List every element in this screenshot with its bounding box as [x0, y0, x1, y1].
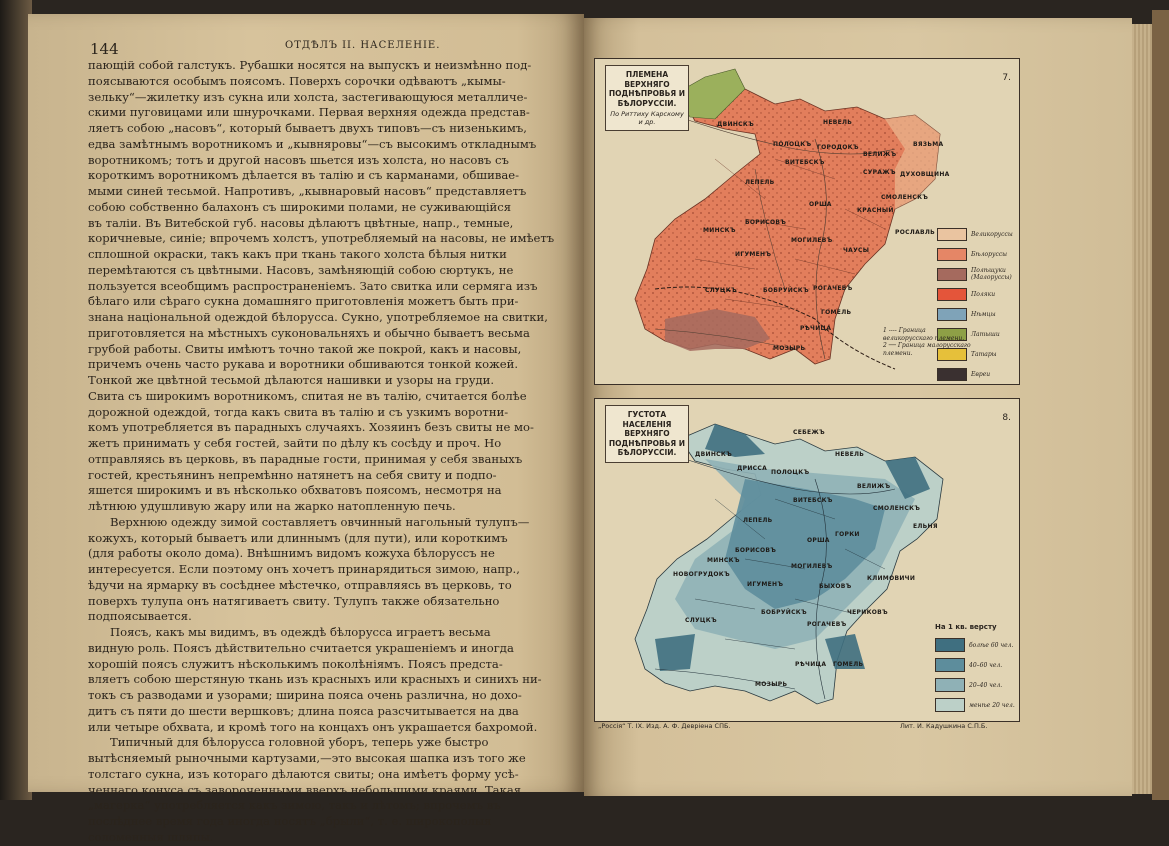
legend-row: [935, 695, 1017, 715]
legend-row: [935, 655, 1017, 675]
text-line: ѣдучи на ярмарку въ сосѣднее мѣстечко, отправляясь въ церковь, то: [88, 577, 512, 592]
legend-swatch: [937, 308, 967, 321]
city-label: ПОЛОЦКЪ: [773, 141, 812, 148]
city-label: ВИТЕБСКЪ: [785, 159, 825, 166]
city-label: НОВОГРУДОКЪ: [673, 571, 730, 578]
text-line: собою собственно балахонъ съ широкими полами, не суживающійся: [88, 199, 512, 214]
text-line: сплошной окраски, такъ какъ при ткань такого холста бѣлыя нитки: [88, 247, 507, 261]
city-label: ДРИССА: [737, 465, 768, 472]
city-label: ИГУМЕНЪ: [747, 581, 784, 588]
legend-row: [935, 635, 1017, 655]
legend-swatch: [937, 368, 967, 381]
legend-label: Нѣмцы: [971, 310, 996, 318]
line-legend-2: 2 ── Граница малорусскаго племени.: [883, 342, 971, 357]
city-label: МИНСКЪ: [703, 227, 736, 234]
book-cover-edge: [1152, 10, 1169, 800]
page-number: 144: [90, 40, 119, 58]
city-label: МОГИЛЕВЪ: [791, 237, 833, 244]
text-line: мыми синей тесьмой. Напротивъ, „кывнаровый насовъ“ представляетъ: [88, 184, 527, 198]
city-label: ГОРОДОКЪ: [817, 144, 859, 151]
text-line: „магерка“ употребляется какъ зимою, такъ и лѣтомъ; впрочемъ въ: [88, 798, 501, 813]
legend-swatch: [937, 248, 967, 261]
text-line: или четыре обхвата, и кромѣ того на концахъ онъ украшается бахромой.: [88, 719, 538, 734]
city-label: МОЗЫРЬ: [755, 681, 788, 688]
city-label: РОСЛАВЛЬ: [895, 229, 936, 236]
city-label: ВЕЛИЖЪ: [863, 151, 897, 158]
text-line: жетъ принимать у себя гостей, зайти по дѣлу къ сосѣду и проч. Но: [88, 436, 502, 450]
city-label: БОБРУЙСКЪ: [761, 609, 807, 616]
density-map-title: [605, 405, 689, 463]
text-line: гостей, крестьянинъ непремѣнно натянетъ на себя свиту и подпо-: [88, 467, 497, 482]
density-map-title-text: ГУСТОТА НАСЕЛЕНІЯ ВЕРХНЯГО ПОДНѢПРОВЬЯ И БѢЛОРУССІИ.: [608, 410, 686, 457]
text-line: Поясъ, какъ мы видимъ, въ одеждѣ бѣлорусса играетъ весьма: [110, 625, 491, 639]
city-label: МОЗЫРЬ: [773, 345, 806, 352]
city-label: СЛУЦКЪ: [705, 287, 737, 294]
city-label: СМОЛЕНСКЪ: [881, 194, 929, 201]
city-label: НЕВЕЛЬ: [823, 119, 853, 126]
text-line: Типичный для бѣлорусса головной уборъ, теперь уже быстро: [110, 735, 489, 750]
legend-label: менѣе 20 чел.: [969, 701, 1015, 709]
tribes-map-number: 7.: [1002, 73, 1011, 83]
text-line: бѣлаго или сѣраго сукна домашняго приготовленія можетъ быть при-: [88, 294, 519, 309]
city-label: ДВИНСКЪ: [717, 121, 755, 128]
legend-label: Латыши: [971, 330, 1000, 338]
text-line: Тонкой же цвѣтной тесьмой дѣлаются нашивки и узоры на груди.: [88, 373, 495, 387]
city-label: МОГИЛЕВЪ: [791, 563, 833, 570]
text-line: вытѣсняемый рыночными картузами,—это высокая шапка изъ того же: [88, 751, 526, 765]
text-line: короткимъ воротникомъ дѣлается въ талію и съ карманами, обшивае-: [88, 168, 520, 183]
city-label: СУРАЖЪ: [863, 169, 896, 176]
body-text: [88, 58, 558, 844]
city-label: ИГУМЕНЪ: [735, 251, 772, 258]
text-line: видную роль. Поясъ дѣйствительно считается украшеніемъ и иногда: [88, 640, 514, 655]
city-label: ОРША: [809, 201, 832, 208]
city-label: ЕЛЬНЯ: [913, 523, 938, 530]
city-label: МИНСКЪ: [707, 557, 740, 564]
tribes-legend: [937, 224, 1017, 384]
city-label: БОРИСОВЪ: [735, 547, 777, 554]
legend-row: [937, 224, 1017, 244]
legend-row: [937, 304, 1017, 324]
city-label: БЫХОВЪ: [819, 583, 852, 590]
text-line: Верхнюю одежду зимой составляетъ овчинный нагольный тулупъ—: [110, 514, 530, 529]
imprint-right: Лит. И. Кадушкина С.П.Б.: [900, 722, 988, 730]
text-line: ляетъ собою „насовъ“, который бываетъ двухъ типовъ—съ низенькимъ,: [88, 121, 527, 135]
text-line: соломенныя шляпы.: [88, 829, 214, 844]
legend-label: Великоруссы: [971, 230, 1013, 238]
city-label: РѢЧИЦА: [795, 661, 827, 668]
legend-label: 40–60 чел.: [969, 661, 1003, 669]
legend-swatch: [937, 288, 967, 301]
text-line: кожухъ, который бываетъ или длиннымъ (для пути), или короткимъ: [88, 530, 508, 545]
running-head: ОТДѢЛЪ II. НАСЕЛЕНІЕ.: [285, 40, 441, 51]
text-line: отправляясь въ церковь, въ парадные гости, принимая у себя званыхъ: [88, 451, 523, 466]
city-label: ЛЕПЕЛЬ: [745, 179, 775, 186]
tribes-map: [594, 58, 1020, 385]
legend-label: Евреи: [971, 370, 991, 378]
city-label: ВИТЕБСКЪ: [793, 497, 833, 504]
text-line: интересуется. Если поэтому онъ хочетъ принарядиться зимою, напр.,: [88, 562, 520, 576]
city-label: ДВИНСКЪ: [695, 451, 733, 458]
city-label: ЧАУСЫ: [843, 247, 870, 254]
text-line: вляетъ собою шерстяную ткань изъ красныхъ или красныхъ и синихъ ни-: [88, 672, 542, 687]
legend-swatch: [935, 638, 965, 652]
city-label: ВЕЛИЖЪ: [857, 483, 891, 490]
text-line: въ таліи. Въ Витебской губ. насовы дѣлаютъ цвѣтные, напр., темные,: [88, 215, 514, 230]
city-label: СЕБЕЖЪ: [793, 429, 825, 436]
text-line: комъ употребляется въ парадныхъ случаяхъ. Хозяинъ безъ свиты не мо-: [88, 420, 534, 435]
legend-row: [937, 244, 1017, 264]
legend-label: Поляки: [971, 290, 996, 298]
legend-label: 20–40 чел.: [969, 681, 1003, 689]
line-legend-1: 1 ---- Граница великорусскаго племени.: [883, 327, 965, 342]
text-line: дитъ съ пяти до шести вершковъ; длина пояса разсчитывается на два: [88, 703, 519, 718]
legend-swatch: [937, 268, 967, 281]
text-line: хорошій поясъ служитъ нѣсколькимъ поколѣніямъ. Поясъ предста-: [88, 656, 503, 671]
text-line: дорожной одеждой, тогда какъ свита въ талію и съ узкимъ воротни-: [88, 404, 509, 419]
city-label: РѢЧИЦА: [800, 325, 832, 332]
city-label: ДУХОВЩИНА: [900, 171, 950, 178]
tribes-map-title-text: ПЛЕМЕНА ВЕРХНЯГО ПОДНѢПРОВЬЯ И БѢЛОРУССІИ.: [608, 70, 686, 108]
text-line: токъ съ разводами и узорами; ширина пояса очень различна, но дохо-: [88, 688, 522, 702]
city-label: ГОМЕЛЬ: [833, 661, 864, 668]
city-label: НЕВЕЛЬ: [835, 451, 865, 458]
page-edges: [1132, 24, 1152, 794]
text-line: скими пуговицами или шнурочками. Первая верхняя одежда представ-: [88, 105, 530, 120]
text-line: яшется широкимъ и въ нѣсколько обхватовъ поясомъ, несмотря на: [88, 483, 502, 498]
text-line: послѣднее время года иногда носятъ „брыли“, т. е. широкополыя: [88, 814, 492, 828]
text-line: знана національной одеждой бѣлорусса. Сукно, употребляемое на свитки,: [88, 310, 548, 324]
city-label: БОБРУЙСКЪ: [763, 287, 809, 294]
text-line: зельку“—жилетку изъ сукна или холста, застегивающуюся металличе-: [88, 89, 528, 104]
legend-row: [935, 675, 1017, 695]
city-label: ЧЕРИКОВЪ: [847, 609, 888, 616]
legend-row: [937, 364, 1017, 384]
tribes-map-title: [605, 65, 689, 131]
legend-swatch: [937, 228, 967, 241]
text-line: пающій собой галстукъ. Рубашки носятся на выпускъ и неизмѣнно под-: [88, 58, 532, 72]
city-label: СЛУЦКЪ: [685, 617, 717, 624]
text-line: (для работы около дома). Внѣшнимъ видомъ кожуха бѣлоруссъ не: [88, 546, 495, 561]
city-label: РОГАЧЕВЪ: [807, 621, 847, 628]
legend-row: [937, 264, 1017, 284]
text-line: ченнаго конуса съ завороченными вверхъ небольшими краями. Такая: [88, 782, 522, 797]
text-line: коричневые, синіе; впрочемъ холстъ, употребляемый на насовы, не имѣетъ: [88, 231, 555, 246]
city-label: БОРИСОВЪ: [745, 219, 787, 226]
text-line: перемѣтаются съ цвѣтными. Насовъ, замѣняющій собою сюртукъ, не: [88, 262, 514, 277]
text-line: поверхъ тулупа онъ натягиваетъ свиту. Тулупъ также обязательно: [88, 593, 500, 608]
text-line: подпоясывается.: [88, 609, 192, 624]
legend-swatch: [935, 678, 965, 692]
text-line: толстаго сукна, изъ котораго дѣлаются свиты; она имѣетъ форму усѣ-: [88, 766, 519, 781]
text-line: причемъ очень часто рукава и воротники обшиваются тонкой кожей.: [88, 357, 519, 372]
legend-label: Полѣщуки (Малоруссы): [971, 267, 1012, 281]
density-map: [594, 398, 1020, 722]
legend-label: болѣе 60 чел.: [969, 641, 1014, 649]
city-label: СМОЛЕНСКЪ: [873, 505, 921, 512]
density-legend: [935, 623, 1017, 715]
city-label: ГОМЕЛЬ: [821, 309, 852, 316]
text-line: пользуется всеобщимъ распространеніемъ. Зато свитка или сермяга изъ: [88, 278, 538, 293]
city-label: РОГАЧЕВЪ: [813, 285, 853, 292]
density-legend-title: На 1 кв. версту: [935, 623, 997, 631]
imprint-left: „Россія“ Т. IX. Изд. А. Ф. Девріена СПБ.: [598, 722, 731, 730]
text-line: воротникомъ; тотъ и другой насовъ шьется изъ холста, но насовъ съ: [88, 152, 509, 167]
city-label: ПОЛОЦКЪ: [771, 469, 810, 476]
city-label: КРАСНЫЙ: [857, 207, 894, 214]
text-line: поясываются особымъ поясомъ. Поверхъ сорочки одѣваютъ „кымы-: [88, 73, 506, 88]
text-line: лѣтнюю удушливую жару или на жарко натопленную печь.: [88, 499, 456, 513]
text-line: приготовляется на мѣстныхъ суконовальняхъ и обычно бываетъ весьма: [88, 325, 530, 340]
tribes-map-subtitle: По Риттиху Карскому и др.: [610, 110, 684, 126]
city-label: ЛЕПЕЛЬ: [743, 517, 773, 524]
legend-row: [937, 284, 1017, 304]
legend-label: Татары: [971, 350, 997, 358]
text-line: Свита съ широкимъ воротникомъ, спитая не въ талію, считается болѣе: [88, 388, 527, 403]
city-label: ВЯЗЬМА: [913, 141, 944, 148]
legend-label: Бѣлоруссы: [971, 250, 1008, 258]
city-label: ОРША: [807, 537, 830, 544]
text-line: грубой работы. Свиты имѣютъ точно такой же покрой, какъ и насовы,: [88, 341, 522, 356]
tribes-line-legend: [883, 327, 973, 357]
density-map-number: 8.: [1002, 413, 1011, 423]
text-line: едва замѣтнымъ воротникомъ и „кывняровы“—съ высокимъ откладнымъ: [88, 136, 537, 151]
city-label: КЛИМОВИЧИ: [867, 575, 916, 582]
legend-swatch: [935, 658, 965, 672]
city-label: ГОРКИ: [835, 531, 860, 538]
density-legend-rows: [935, 635, 1017, 715]
legend-swatch: [935, 698, 965, 712]
